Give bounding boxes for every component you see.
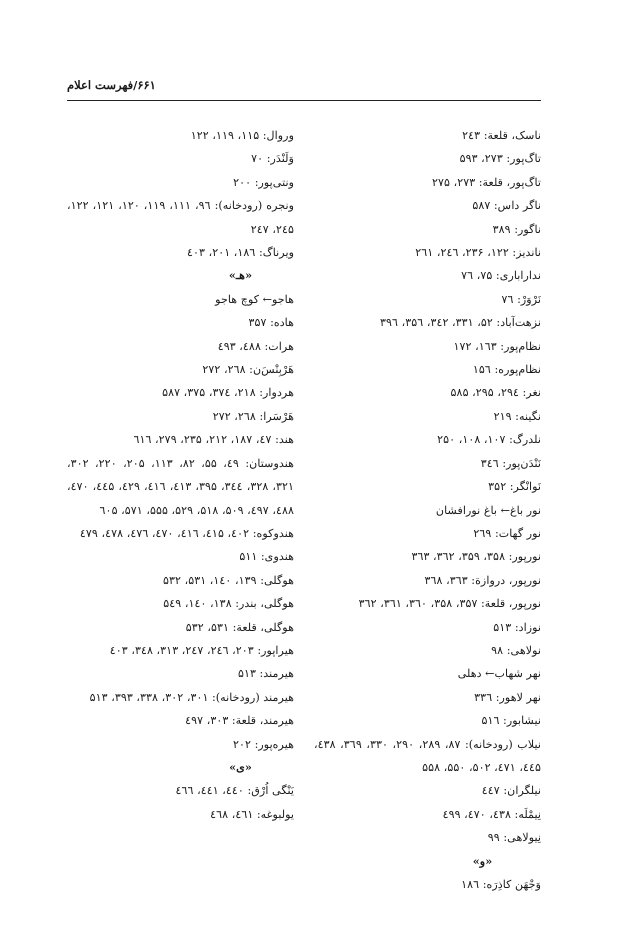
index-entry: نانديز: ۱۲۲، ۲۳۶، ۲٤٦، ۲٦۱: [415, 246, 541, 260]
index-entry: هوگلی، قلعة: ۵۳۱، ۵۳۲: [185, 620, 294, 634]
index-entry: هوگلی، بندر: ۱۳۸، ۱٤۰، ۵٤۹: [163, 597, 294, 611]
index-column-right: [314, 124, 541, 896]
index-entry: نداراباری: ۷۵، ۷٦: [461, 269, 541, 283]
index-entry: نِیمْلَه: ٤۳۸، ٤۷۰، ٤۹۹: [442, 807, 541, 821]
index-entry: نظام‌پوره: ۱۵٦: [472, 363, 541, 377]
index-entry: هیره‌پور: ۲۰۲: [233, 737, 294, 751]
index-entry: ویرناگ: ۱۸٦، ۲۰۱، ٤۰۳: [187, 246, 294, 260]
index-entry: تاگ‌پور: ۲۷۳، ۵۹۳: [459, 152, 541, 166]
index-entry: نولاهی: ۹۸: [491, 643, 541, 657]
index-entry: وَجْهَن کاذِرَه: ۱۸٦: [461, 878, 541, 891]
index-entry: نورپور، دروازة: ۳٦۳، ۳٦۸: [424, 573, 541, 587]
index-entry: نزهت‌آباد: ۵۲، ۳۳۱، ۳٤۲، ۳۵٦، ۳۹٦: [380, 316, 541, 330]
index-entry: یَنْگی اُرْق: ٤٤۰، ٤٤۱، ٤٦٦: [175, 784, 294, 798]
index-entry: تاگ‌پور، قلعة: ۲۷۳، ۲۷۵: [431, 175, 541, 189]
index-entry: هندوی: ۵۱۱: [239, 550, 294, 564]
index-section-letter: «و»: [472, 853, 493, 868]
index-entry: وروال: ۱۱۵، ۱۱۹، ۱۲۲: [190, 129, 294, 142]
index-entry: ناگر داس: ۵۸۷: [472, 199, 541, 213]
index-entry: نیلاب (رودخانه): ۸۷، ۲۸۹، ۲۹۰، ۳۳۰، ۳٦۹، ٤۳۸، ٤٤۵، ٤۷۱، ۵۰۲، ۵۵۰، ۵۵۸: [314, 737, 541, 774]
index-entry: نیشابور: ۵۱٦: [481, 714, 541, 728]
index-column-left: [67, 124, 294, 826]
index-entry: هندوستان: ٤۹، ۵۵، ۸۲، ۱۱۳، ۲۰۵، ۲۲۰، ۳۰۲، ۳۲۱، ۳۲۸، ۳٤٤، ۳۹۵، ٤۱۳، ٤۱٦، ٤۲۹، ٤٤۵، ٤۷۰، ٤۸۸، ٤۹۷، ۵۰۹، ۵۱۸، ۵۲۹، ۵۵۵، ۵۷۱، ٦۰۵: [67, 456, 294, 517]
index-entry: هَرْسَرا: ۲٦۸، ۲۷۲: [212, 409, 294, 423]
index-entry: نغر: ۲۹٤، ۲۹۵، ۵۸۵: [450, 386, 541, 400]
running-header: ۶۶۱/فهرست اعلام: [67, 78, 156, 92]
index-entry: نورپور، قلعة: ۳۵۷، ۳۵۸، ۳٦۰، ۳٦۱، ۳٦۲: [358, 597, 541, 611]
index-entry: ونتی‌پور: ۲۰۰: [233, 175, 294, 189]
index-entry: وَلَنْدَر: ۷۰: [251, 152, 294, 166]
index-entry: یولبوغه: ٤٦۱، ٤٦۸: [210, 807, 294, 821]
index-entry: هاده: ۳۵۷: [248, 316, 294, 330]
index-entry: نور گهات: ۲٦۹: [473, 526, 541, 540]
index-entry: نَنْدَن‌پور: ۳٤٦: [480, 456, 541, 470]
index-entry: هیرمند (رودخانه): ۳۰۱، ۳۰۲، ۳۳۸، ۳۹۳، ۵۱۳: [89, 690, 294, 704]
index-entry: هیرمند: ۵۱۳: [237, 667, 294, 681]
index-entry: هند: ٤۷، ۱۸۷، ۲۱۲، ۲۳۵، ۲۷۹، ٦۱٦: [133, 433, 294, 447]
index-entry: نهر شهاب← دهلی: [457, 667, 541, 681]
index-entry: ناسک، قلعة: ۲٤۳: [462, 129, 541, 142]
index-entry: ونجره (رودخانه): ۹٦، ۱۱۱، ۱۱۹، ۱۲۰، ۱۲۱، ۱۲۲، ۲٤۵، ۲٤۷: [67, 199, 294, 236]
index-entry: نور باغ← باغ نورافشان: [435, 503, 541, 517]
index-entry: نَرْوَرْ: ۷٦: [501, 292, 541, 306]
index-entry: نوزاد: ۵۱۳: [493, 620, 541, 634]
index-entry: هاجو← کوچ هاجو: [215, 292, 294, 306]
index-entry: هوگلی: ۱۳۹، ۱٤۰، ۵۳۱، ۵۳۲: [163, 573, 294, 587]
index-entry: نیلگران: ٤٤۷: [481, 784, 541, 798]
index-entry: هیرمند، قلعة: ۳۰۳، ٤۹۷: [185, 714, 294, 728]
index-entry: نِیولاهی: ۹۹: [487, 831, 541, 845]
index-entry: هردوار: ۲۱۸، ۳۷٤، ۳۷۵، ۵۸۷: [162, 386, 294, 400]
index-entry: نلدرگ: ۱۰۷، ۱۰۸، ۲۵۰: [437, 433, 541, 447]
index-entry: نورپور: ۳۵۸، ۳۵۹، ۳٦۲، ۳٦۳: [411, 550, 541, 564]
index-entry: ناگور: ۳۸۹: [492, 222, 541, 236]
index-entry: نظام‌پور: ۱٦۳، ۱۷۲: [453, 339, 541, 353]
index-entry: نهر لاهور: ۳۳٦: [474, 690, 541, 704]
index-section-letter: «ی»: [229, 759, 252, 774]
index-entry: نَوانْگر: ۳۵۲: [488, 480, 541, 494]
index-entry: هرات: ٤۸۸، ٤۹۳: [217, 339, 294, 353]
header-rule: [67, 100, 541, 101]
index-entry: هیراپور: ۲۰۳، ۲٤٦، ۲٤۷، ۳۱۳، ۳٤۸، ٤۰۳: [109, 643, 294, 657]
index-section-letter: «هـ»: [228, 268, 253, 283]
index-entry: هَرْبِنْسَ‌ن: ۲٦۸، ۲۷۲: [202, 363, 294, 377]
index-entry: هندوکوه: ٤۰۲، ٤۱۵، ٤۱٦، ٤۷۰، ٤۷٦، ٤۷۸، ٤۷۹: [79, 526, 294, 540]
index-entry: نگینه: ۲۱۹: [493, 409, 541, 423]
